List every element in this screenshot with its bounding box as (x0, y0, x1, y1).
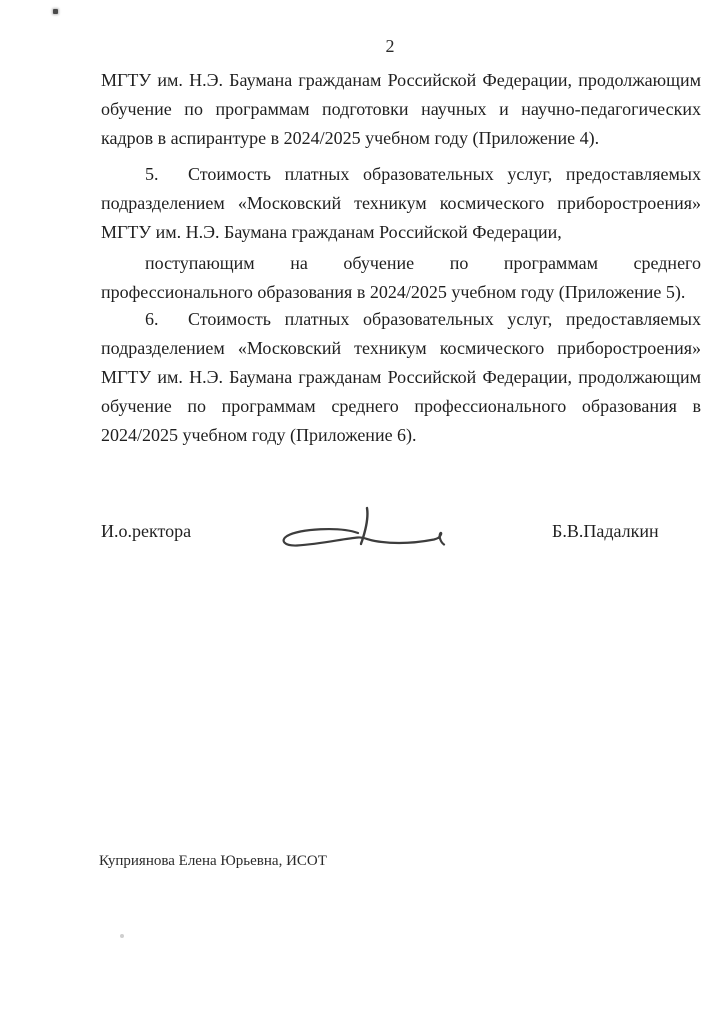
body-text-line: обучение по программам среднего профессионального образования в (101, 396, 701, 416)
paragraph-5-continuation (101, 249, 701, 307)
body-text-segment: Стоимость платных образовательных услуг, предоставляемых (188, 164, 701, 184)
body-text-line: подразделением «Московский техникум космического приборостроения» (101, 338, 701, 358)
body-text-line (101, 305, 701, 334)
signer-role-label: И.о.ректора (101, 521, 192, 541)
body-text-line: 2024/2025 учебном году (Приложение 6). (101, 425, 417, 445)
paragraph-5 (101, 160, 701, 247)
body-text-line: кадров в аспирантуре в 2024/2025 учебном году (Приложение 4). (101, 128, 600, 148)
body-text-segment: Стоимость платных образовательных услуг, предоставляемых (188, 309, 701, 329)
body-text-line: МГТУ им. Н.Э. Баумана гражданам Российской Федерации, продолжающим (101, 367, 701, 387)
scan-artifact-dot (53, 9, 58, 14)
body-text-line: профессионального образования в 2024/2025 учебном году (Приложение 5). (101, 282, 686, 302)
body-text-line: подразделением «Московский техникум космического приборостроения» (101, 193, 701, 213)
body-text-line: поступающим на обучение по программам среднего (145, 253, 701, 273)
paragraph-6 (101, 305, 701, 450)
paragraph-4-continuation (101, 66, 701, 153)
list-item-number: 6. (145, 309, 159, 329)
body-text-line: МГТУ им. Н.Э. Баумана гражданам Российской Федерации, продолжающим (101, 70, 701, 90)
handwritten-signature-icon (278, 496, 453, 568)
signer-name: Б.В.Падалкин (552, 521, 659, 541)
page-number: 2 (385, 36, 395, 56)
scan-artifact-dot (120, 934, 124, 938)
body-text-line (101, 160, 701, 189)
executor-note: Куприянова Елена Юрьевна, ИСОТ (99, 853, 327, 869)
body-text-line: обучение по программам подготовки научных и научно-педагогических (101, 99, 701, 119)
body-text-line: МГТУ им. Н.Э. Баумана гражданам Российской Федерации, (101, 222, 562, 242)
list-item-number: 5. (145, 164, 159, 184)
